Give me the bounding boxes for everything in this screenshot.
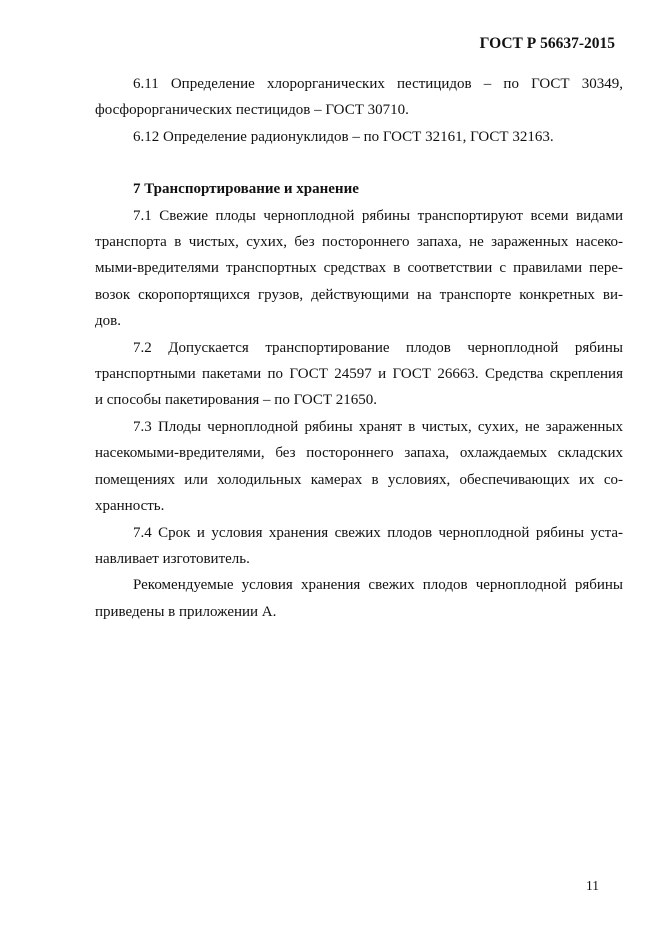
text-line: Рекомендуемые условия хранения свежих плодов черноплодной рябины [133,577,623,594]
text-line: помещениях или холодильных камерах в условиях, обеспечивающих их со- [95,471,623,488]
text-line: мыми-вредителями транспортных средствах в соответствии с правилами пере- [95,260,623,277]
text-line: приведены в приложении А. [95,603,277,620]
text-line: транспортными пакетами по ГОСТ 24597 и ГОСТ 26663. Средства скрепления [95,366,623,383]
standard-header: ГОСТ Р 56637-2015 [479,35,615,52]
text-line: навливает изготовитель. [95,550,250,567]
text-line: фосфорорганических пестицидов – ГОСТ 30710. [95,102,409,119]
text-line: насекомыми-вредителями, без постороннего запаха, охлаждаемых складских [95,445,623,462]
text-line: транспорта в чистых, сухих, без постороннего запаха, не зараженных насеко- [95,234,623,251]
text-line: 6.11 Определение хлорорганических пестицидов – по ГОСТ 30349, [133,76,623,92]
paragraph-7-3 [95,414,623,520]
paragraph-6-12 [95,124,623,150]
text-line: возок скоропортящихся грузов, действующими на транспорте конкретных ви- [95,286,623,303]
text-line: дов. [95,313,121,330]
paragraph-7-2 [95,335,623,414]
paragraph-recommended [95,572,623,625]
paragraph-7-1 [95,203,623,335]
section-heading: 7 Транспортирование и хранение [133,181,359,198]
paragraph-7-4 [95,520,623,573]
text-line: 7.3 Плоды черноплодной рябины хранят в чистых, сухих, не зараженных [133,418,623,435]
document-body [95,71,623,625]
text-line: и способы пакетирования – по ГОСТ 21650. [95,392,378,409]
text-line: 7.2 Допускается транспортирование плодов черноплодной рябины [133,339,623,356]
text-line: хранность. [95,498,165,515]
text-line: 6.12 Определение радионуклидов – по ГОСТ 32161, ГОСТ 32163. [133,128,554,145]
paragraph-6-11 [95,71,623,124]
text-line: 7.4 Срок и условия хранения свежих плодов черноплодной рябины уста- [133,524,623,541]
text-line: 7.1 Свежие плоды черноплодной рябины транспортируют всеми видами [133,207,623,224]
page-number: 11 [586,878,599,893]
